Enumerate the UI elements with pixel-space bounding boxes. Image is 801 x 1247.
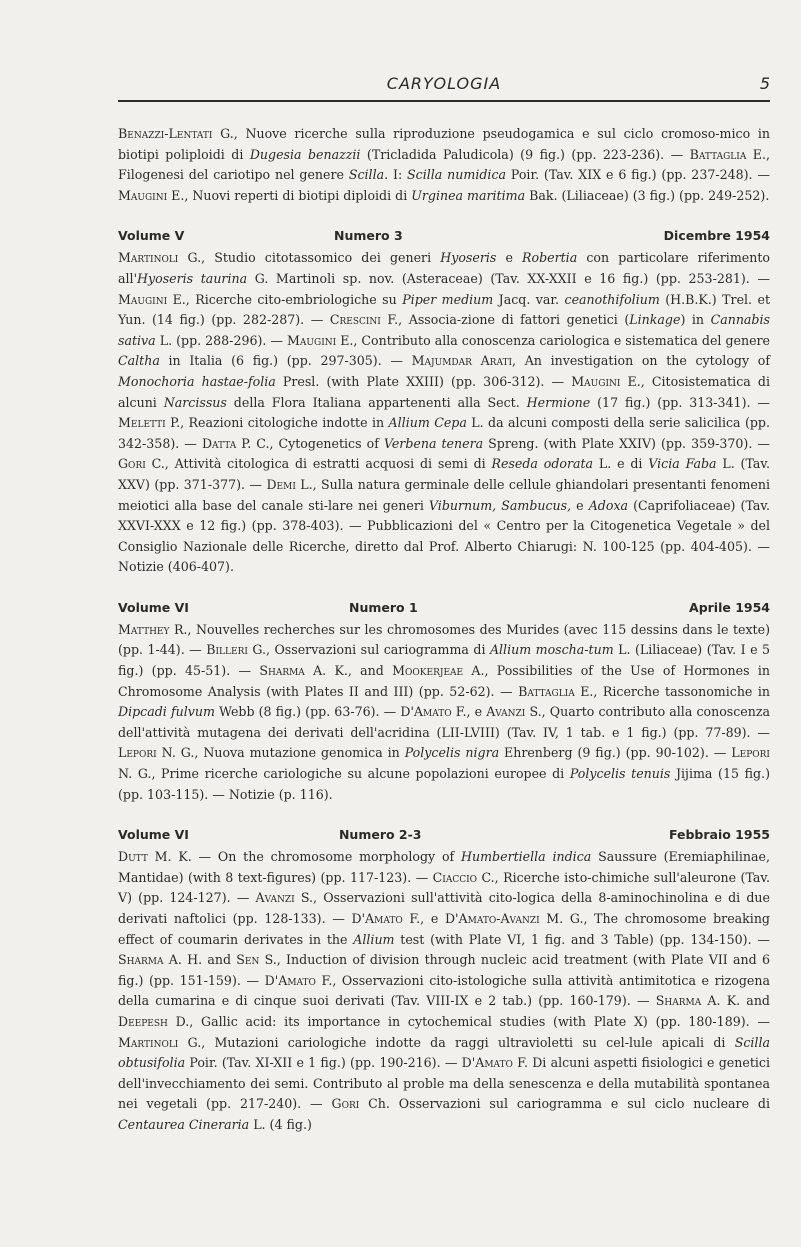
volume-label: Volume V [118,228,185,244]
author-name: Ciaccio [432,869,478,885]
author-name: Meletti [118,415,166,431]
author-name: D'Amato [461,1055,513,1071]
author-name: Benazzi-Lentati [118,126,213,141]
issue-heading [118,827,770,842]
author-name: Mookerjeae [392,663,464,679]
page-content [118,124,770,1136]
running-title: CARYOLOGIA [386,74,502,93]
author-name: Dutt [118,849,148,865]
issue-date: Dicembre 1954 [663,228,770,244]
author-name: Demi [266,476,296,492]
issue-date: Aprile 1954 [689,599,770,615]
issue-date: Febbraio 1955 [668,827,770,843]
author-name: Gori [118,456,146,472]
author-name: Martinoli [118,1034,179,1050]
author-name: Lepori [118,745,157,761]
author-name: Battaglia [518,683,575,699]
issue-number: Numero 3 [333,228,403,244]
volume-label: Volume VI [118,827,189,843]
author-name: Crescini [329,312,381,328]
author-name: Avanzi [486,704,526,720]
author-name: Majumdar Arati [411,353,513,369]
author-name: Sharma [259,663,305,679]
author-name: Gori [331,1096,360,1112]
author-name: Battaglia [689,146,747,162]
issue-heading [118,228,770,243]
author-name: Maugini [287,332,337,348]
page-header [118,74,770,102]
author-name: Lepori [731,745,770,761]
issue-heading [118,600,770,615]
author-name: Matthey [118,621,170,637]
author-name: Sen [236,952,260,968]
author-name: D'Amato-Avanzi [444,911,540,926]
issue-contents: Matthey R., Nouvelles recherches sur les chromosomes des Murides (avec 115 dessins dans le texte) (pp. 1-44). — Billeri G., Osservazioni sul cariogramma di Allium moscha-tum L. (Liliaceae) (Tav. I e 5 fig.) (pp. 45-51). — Sharma A. K., and Mookerjeae A., Possibilities of the Use of Hormones in Chromosome Analysis (with Plates II and III) (pp. 52-62). — Battaglia E., Ricerche tassonomiche in Dipcadi fulvum Webb (8 fig.) (pp. 63-76). — D'Amato F., e Avanzi S., Quarto contributo alla conoscenza dell'attività mutagena dei derivati dell'acridina (LII-LVIII) (Tav. IV, 1 tab. e 1 fig.) (pp. 77-89). — Lepori N. G., Nuova mutazione genomica in Polycelis nigra Ehrenberg (9 fig.) (pp. 90-102). — Lepori N. G., Prime ricerche cariologiche su alcune popolazioni europee di Polycelis tenuis Jijima (15 fig.) (pp. 103-115). — Notizie (p. 116). [118,621,770,802]
issue-number: Numero 2-3 [338,827,422,843]
author-name: D'Amato [264,972,316,988]
author-name: D'Amato [351,911,403,926]
issue-number: Numero 1 [348,599,418,615]
issue-contents: Dutt M. K. — On the chromosome morphology of Humbertiella indica Saussure (Eremiaphilinae, Mantidae) (with 8 text-figures) (pp. 117-123). — Ciaccio C., Ricerche isto-chimiche sull'aleurone (Tav. V) (pp. 124-127). — Avanzi S., Osservazioni sull'attività cito-logica della 8-aminochinolina e di due derivati naftolici (pp. 128-133). — D'Amato F., e D'Amato-Avanzi M. G., The chromosome breaking effect of coumarin derivates in the Allium test (with Plate VI, 1 fig. and 3 Table) (pp. 134-150). — Sharma A. H. and Sen S., Induction of division through nucleic acid treatment (with Plate VII and 6 fig.) (pp. 151-159). — D'Amato F., Osservazioni cito-istologiche sulla attività antimitotica e rizogena della cumarina e di cinque suoi derivati (Tav. VIII-IX e 2 tab.) (pp. 160-179). — Sharma A. K. and Deepesh D., Gallic acid: its importance in cytochemical studies (with Plate X) (pp. 180-189). — Martinoli G., Mutazioni cariologiche indotte da raggi ultravioletti su cel-lule apicali di Scilla obtusifolia Poir. (Tav. XI-XII e 1 fig.) (pp. 190-216). — D'Amato F. Di alcuni aspetti fisiologici e genetici dell'invecchiamento dei semi. Contributo al proble ma della senescenza e della mutabilità spontanea nei vegetali (pp. 217-240). — Gori Ch. Osservazioni sul cariogramma e sul ciclo nucleare di Centaurea Cineraria L. (4 fig.) [118,849,771,1132]
author-name: Martinoli [118,250,179,266]
author-name: Billeri [206,642,248,658]
page-number: 5 [759,74,770,93]
author-name: Maugini [118,187,168,203]
author-name: Sharma [118,952,164,968]
author-name: Deepesh [118,1013,168,1029]
issue-contents: Martinoli G., Studio citotassomico dei generi Hyoseris e Robertia con particolare riferimento all'Hyoseris taurina G. Martinoli sp. nov. (Asteraceae) (Tav. XX-XXII e 16 fig.) (pp. 253-281). — Maugini E., Ricerche cito-embriologiche su Piper medium Jacq. var. ceanothifolium (H.B.K.) Trel. et Yun. (14 fig.) (pp. 282-287). — Crescini F., Associa-zione di fattori genetici (Linkage) in Cannabis sativa L. (pp. 288-296). — Maugini E., Contributo alla conoscenza cariologica e sistematica del genere Caltha in Italia (6 fig.) (pp. 297-305). — Majumdar Arati, An investigation on the cytology of Monochoria hastae-folia Presl. (with Plate XXIII) (pp. 306-312). — Maugini E., Citosistematica di alcuni Narcissus della Flora Italiana appartenenti alla Sect. Hermione (17 fig.) (pp. 313-341). — Meletti P., Reazioni citologiche indotte in Allium Cepa L. da alcuni composti della serie salicilica (pp. 342-358). — Datta P. C., Cytogenetics of Verbena tenera Spreng. (with Plate XXIV) (pp. 359-370). — Gori C., Attività citologica di estratti acquosi di semi di Reseda odorata L. e di Vicia Faba L. (Tav. XXV) (pp. 371-377). — Demi L., Sulla natura germinale delle cellule ghiandolari presentanti fenomeni meiotici alla base del canale sti-lare nei generi Viburnum, Sambucus, e Adoxa (Caprifoliaceae) (Tav. XXVI-XXX e 12 fig.) (pp. 378-403). — Pubblicazioni del « Centro per la Citogenetica Vegetale » del Consiglio Nazionale delle Ricerche, diretto dal Prof. Alberto Chiarugi: N. 100-125 (pp. 404-405). — Notizie (406-407). [118,250,771,575]
author-name: Datta [201,435,237,451]
author-name: Maugini [571,373,621,389]
author-name: Sharma [655,993,702,1009]
volume-label: Volume VI [118,599,189,615]
author-name: Avanzi [255,890,295,906]
paragraph-continued: Benazzi-Lentati G., Nuove ricerche sulla riproduzione pseudogamica e sul ciclo cromoso-mico in biotipi poliploidi di Dugesia benazzii (Tricladida Paludicola) (9 fig.) (pp. 223-236). — Battaglia E., Filogenesi del cariotipo nel genere Scilla. I: Scilla numidica Poir. (Tav. XIX e 6 fig.) (pp. 237-248). — Maugini E., Nuovi reperti di biotipi diploidi di Urginea maritima Bak. (Liliaceae) (3 fig.) (pp. 249-252). [118,126,771,203]
author-name: Maugini [118,291,168,307]
author-name: D'Amato [400,704,452,720]
